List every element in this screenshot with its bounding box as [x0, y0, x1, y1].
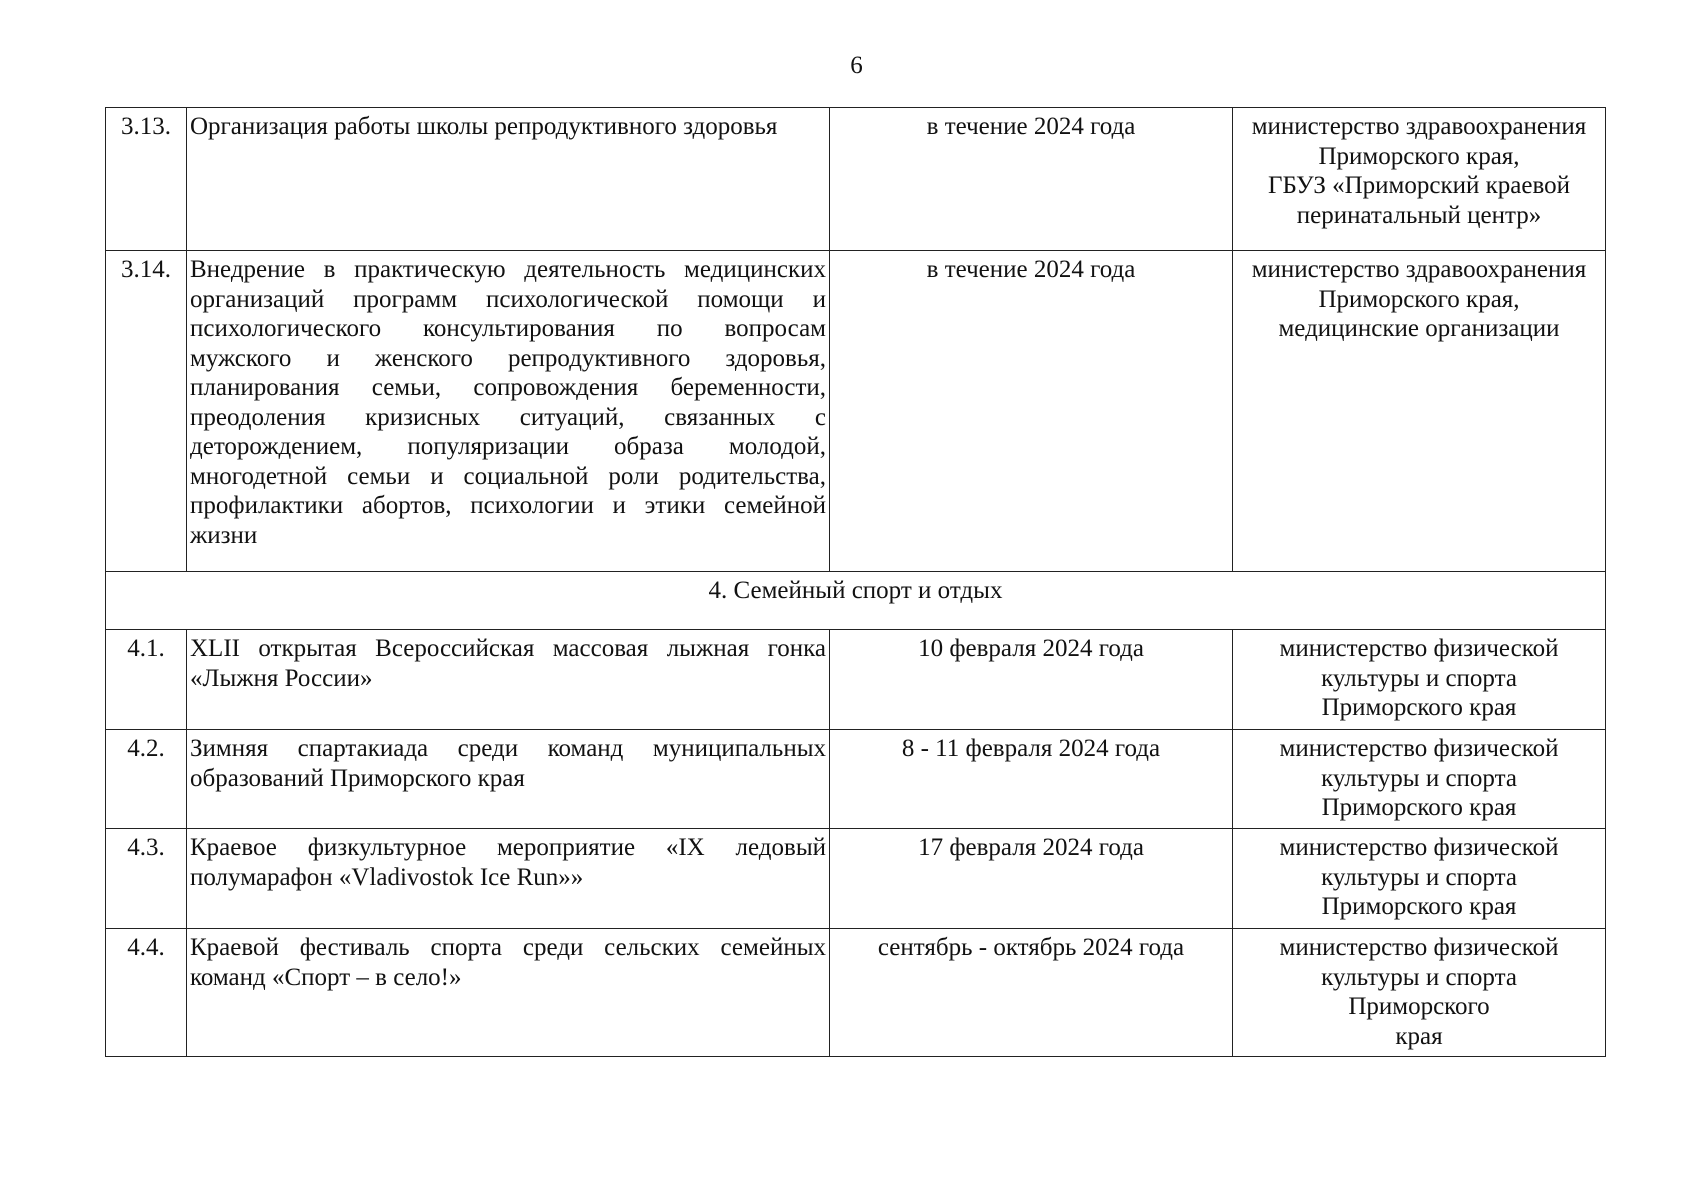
row-number: 4.1.: [106, 630, 187, 730]
section-title: 4. Семейный спорт и отдых: [106, 572, 1606, 630]
responsible-line: министерство физической: [1279, 934, 1559, 961]
event-description: Краевой фестиваль спорта среди сельских семейных команд «Спорт – в село!»: [187, 929, 830, 1057]
responsible-line: министерство физической: [1279, 834, 1559, 861]
table-row-3-13: [106, 108, 1606, 251]
event-date: 8 - 11 февраля 2024 года: [830, 730, 1233, 829]
row-number: 4.2.: [106, 730, 187, 829]
responsible-organization: [1233, 829, 1606, 929]
event-description: Зимняя спартакиада среди команд муниципальных образований Приморского края: [187, 730, 830, 829]
responsible-line: медицинские организации: [1278, 315, 1560, 342]
event-description: Организация работы школы репродуктивного здоровья: [187, 108, 830, 251]
responsible-line: края: [1395, 1022, 1443, 1050]
responsible-line: культуры и спорта: [1321, 963, 1517, 991]
responsible-line: Приморского края: [1321, 694, 1517, 721]
responsible-organization: [1233, 730, 1606, 829]
event-date: 17 февраля 2024 года: [830, 829, 1233, 929]
event-date: сентябрь - октябрь 2024 года: [830, 929, 1233, 1057]
event-description: XLII открытая Всероссийская массовая лыжная гонка «Лыжня России»: [187, 630, 830, 730]
responsible-line: перинатальный центр»: [1296, 201, 1542, 229]
responsible-line: министерство здравоохранения: [1251, 113, 1587, 140]
responsible-organization: [1233, 929, 1606, 1057]
responsible-line: Приморского края: [1321, 893, 1517, 920]
table-row-4-1: [106, 630, 1606, 730]
responsible-line: ГБУЗ «Приморский краевой: [1268, 172, 1570, 199]
responsible-line: Приморского края,: [1318, 142, 1520, 170]
event-date: в течение 2024 года: [830, 108, 1233, 251]
event-date: в течение 2024 года: [830, 251, 1233, 572]
responsible-line: культуры и спорта: [1321, 764, 1517, 792]
responsible-organization: [1233, 108, 1606, 251]
row-number: 4.4.: [106, 929, 187, 1057]
responsible-organization: [1233, 251, 1606, 572]
section-header-row: [106, 572, 1606, 630]
events-plan-table: [105, 107, 1606, 1057]
responsible-line: министерство физической: [1279, 735, 1559, 762]
row-number: 3.14.: [106, 251, 187, 572]
responsible-line: Приморского края: [1321, 794, 1517, 821]
table-row-4-3: [106, 829, 1606, 929]
responsible-line: культуры и спорта: [1321, 664, 1517, 692]
page-number: 6: [850, 52, 863, 79]
table-row-4-2: [106, 730, 1606, 829]
table-row-3-14: [106, 251, 1606, 572]
row-number: 4.3.: [106, 829, 187, 929]
responsible-line: министерство физической: [1279, 635, 1559, 662]
responsible-line: министерство здравоохранения: [1251, 256, 1587, 283]
responsible-line: Приморского: [1348, 993, 1490, 1020]
table-row-4-4: [106, 929, 1606, 1057]
row-number: 3.13.: [106, 108, 187, 251]
responsible-line: культуры и спорта: [1321, 863, 1517, 891]
event-description: Внедрение в практическую деятельность медицинских организаций программ психологической помощи и психологического консультирования по вопросам мужского и женского репродуктивного здоровья, планирования семьи, сопровождения беременности, преодоления кризисных ситуаций, связанных с деторождением, популяризации образа молодой, многодетной семьи и социальной роли родительства, профилактики абортов, психологии и этики семейной жизни: [187, 251, 830, 572]
responsible-organization: [1233, 630, 1606, 730]
event-description: Краевое физкультурное мероприятие «IX ледовый полумарафон «Vladivostok Ice Run»»: [187, 829, 830, 929]
responsible-line: Приморского края,: [1318, 285, 1520, 313]
event-date: 10 февраля 2024 года: [830, 630, 1233, 730]
